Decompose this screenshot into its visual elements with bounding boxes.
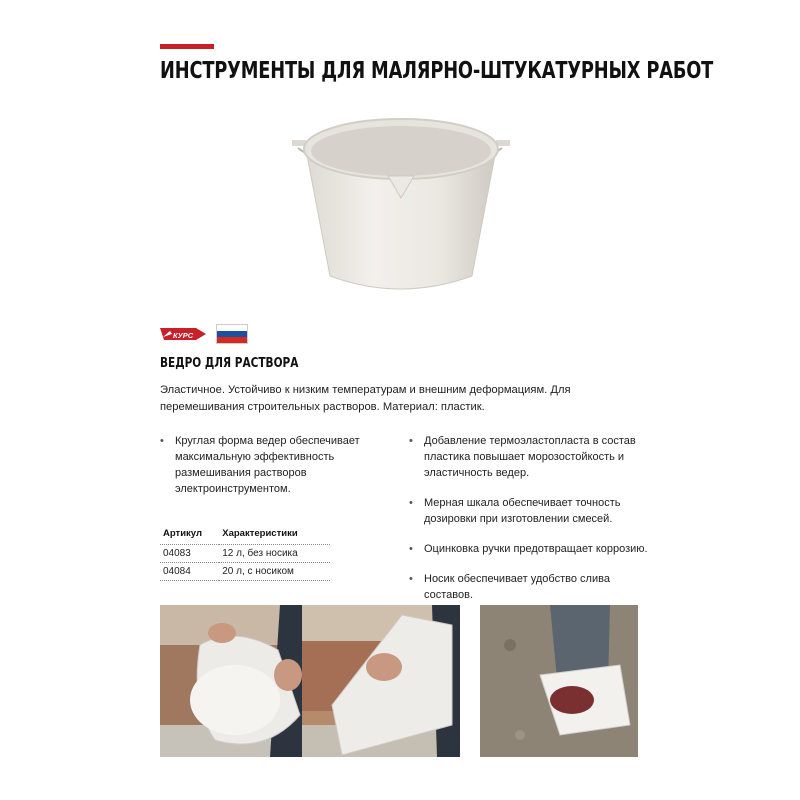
bullet-icon: • [409,543,413,555]
feature-text: Круглая форма ведер обеспечивает максимальную эффективность размешивания растворов электроинструментом. [175,435,360,495]
brand-logo-text: КУРС [173,331,194,340]
russian-flag-icon [216,324,248,344]
features-left-list [160,433,380,511]
characteristics-cell: 20 л, с носиком [219,563,330,581]
bullet-icon: • [409,497,413,509]
photo-holding-bucket [160,605,318,757]
features-right-list [409,433,649,617]
page-title: ИНСТРУМЕНТЫ ДЛЯ МАЛЯРНО-ШТУКАТУРНЫХ РАБОТ [160,58,714,84]
table-header-row [160,528,330,545]
product-description: Эластичное. Устойчиво к низким температурам и внешним деформациям. Для перемешивания строительных растворов. Материал: пластик. [160,384,571,413]
photo-bucket-on-foot [480,605,638,757]
feature-text: Оцинковка ручки предотвращает коррозию. [424,543,648,555]
feature-text: Мерная шкала обеспечивает точность дозировки при изготовлении смесей. [424,497,621,525]
feature-text: Носик обеспечивает удобство слива составов. [424,573,610,601]
product-image-bucket [270,106,530,318]
characteristics-cell: 12 л, без носика [219,545,330,563]
spec-table [160,528,330,581]
column-header-article: Артикул [163,528,202,539]
list-item [409,433,649,481]
column-header-characteristics: Характеристики [222,528,298,539]
article-cell: 04083 [160,545,219,563]
feature-text: Добавление термоэластопласта в состав пластика повышает морозостойкость и эластичность ведер. [424,435,636,479]
list-item [409,571,649,603]
list-item [160,433,380,497]
table-row [160,563,330,581]
brand-logo [160,324,206,344]
bullet-icon: • [409,435,413,447]
product-name: ВЕДРО ДЛЯ РАСТВОРА [160,356,299,371]
photo-pouring-bucket [302,605,460,757]
bullet-icon: • [409,573,413,585]
accent-bar [160,44,214,49]
article-cell: 04084 [160,563,219,581]
table-row [160,545,330,563]
bullet-icon: • [160,435,164,447]
list-item [409,495,649,527]
logos-row [160,323,248,345]
list-item [409,541,649,557]
